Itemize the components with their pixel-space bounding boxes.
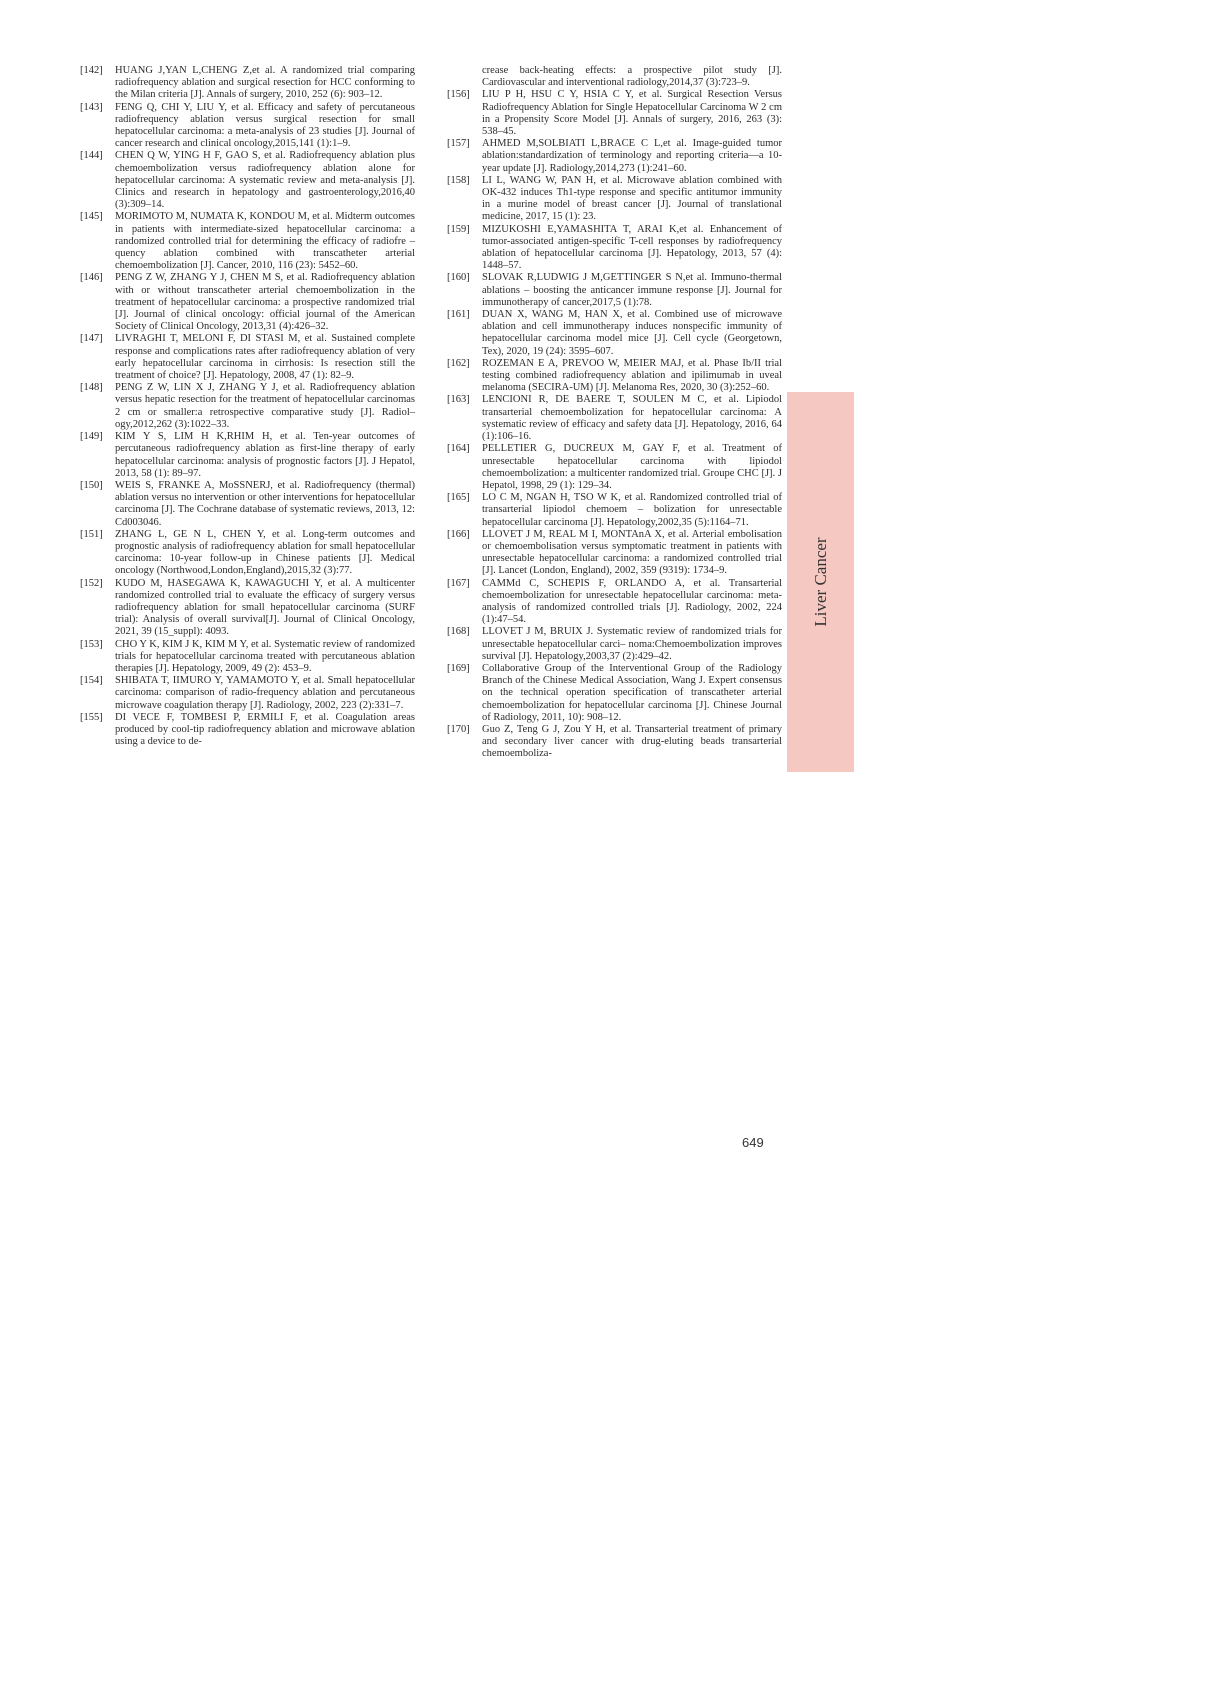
reference-number: [160] xyxy=(447,272,470,284)
reference-entry xyxy=(447,89,782,138)
reference-entry xyxy=(447,309,782,358)
reference-number: [166] xyxy=(447,528,470,540)
reference-entry xyxy=(80,333,415,382)
reference-text: WEIS S, FRANKE A, MoSSNERJ, et al. Radiofrequency (thermal) ablation versus no intervention or other interventions for hepatocellular carcinoma [J]. The Cochrane database of systematic reviews, 2013, 12: Cd003046. xyxy=(115,479,415,528)
reference-entry xyxy=(447,224,782,273)
reference-number: [158] xyxy=(447,174,470,186)
section-side-tab xyxy=(787,392,854,772)
reference-entry xyxy=(80,150,415,211)
reference-entry xyxy=(447,394,782,443)
reference-text: KUDO M, HASEGAWA K, KAWAGUCHI Y, et al. A multicenter randomized controlled trial to evaluate the efficacy of surgery versus radiofrequency ablation for small hepatocellular carcinoma (SURF trial): Analysis of overall survival[J]. Journal of Clinical Oncology, 2021, 39 (15_suppl): 4093. xyxy=(115,577,415,638)
page-number: 649 xyxy=(742,1135,764,1150)
reference-text: KIM Y S, LIM H K,RHIM H, et al. Ten-year outcomes of percutaneous radiofrequency ablation as first-line therapy of early hepatocellular carcinoma: analysis of prognostic factors [J]. J Hepatol, 2013, 58 (1): 89–97. xyxy=(115,431,415,479)
reference-number: [163] xyxy=(447,394,470,406)
reference-entry xyxy=(80,382,415,431)
reference-number: [148] xyxy=(80,382,103,394)
reference-entry xyxy=(447,272,782,309)
reference-text: CHEN Q W, YING H F, GAO S, et al. Radiofrequency ablation plus chemoembolization versus radiofrequency ablation alone for hepatocellular carcinoma: A systematic review and meta-analysis [J]. Clinics and research in hepatology and gastroenterology,2016,40 (3):309–14. xyxy=(115,150,415,211)
reference-entry xyxy=(80,639,415,676)
reference-number: [168] xyxy=(447,626,470,638)
reference-entry xyxy=(447,138,782,175)
reference-text: PENG Z W, ZHANG Y J, CHEN M S, et al. Radiofrequency ablation with or without transcatheter arterial chemoembolization in the treatment of hepatocellular carcinoma: a prospective randomized trial [J]. Journal of clinical oncology: official journal of the American Society of Clinical Oncology, 2013,31 (4):426–32. xyxy=(115,272,415,333)
reference-text: LIU P H, HSU C Y, HSIA C Y, et al. Surgical Resection Versus Radiofrequency Ablation for Single Hepatocellular Carcinoma W 2 cm in a Propensity Score Model [J]. Annals of surgery, 2016, 263 (3): 538–45. xyxy=(482,89,782,138)
reference-text: LIVRAGHI T, MELONI F, DI STASI M, et al. Sustained complete response and complications rates after radiofrequency ablation of very early hepatocellular carcinoma in cirrhosis: Is resection still the treatment of choice? [J]. Hepatology, 2008, 47 (1): 82–9. xyxy=(115,333,415,382)
reference-number: [170] xyxy=(447,723,470,735)
reference-number: [151] xyxy=(80,528,103,540)
reference-text: DI VECE F, TOMBESI P, ERMILI F, et al. Coagulation areas produced by cool-tip radiofrequency ablation and microwave ablation using a device to de- xyxy=(115,711,415,748)
reference-entry xyxy=(447,358,782,395)
reference-text: AHMED M,SOLBIATI L,BRACE C L,et al. Image-guided tumor ablation:standardization of terminology and reporting criteria––a 10-year update [J]. Radiology,2014,273 (1):241–60. xyxy=(482,138,782,174)
reference-text: SHIBATA T, IIMURO Y, YAMAMOTO Y, et al. Small hepatocellular carcinoma: comparison of radio-frequency ablation and percutaneous microwave coagulation therapy [J]. Radiology, 2002, 223 (2):331–7. xyxy=(115,675,415,711)
reference-entry xyxy=(80,272,415,333)
reference-entry xyxy=(447,175,782,224)
reference-number: [156] xyxy=(447,89,470,101)
reference-text: MORIMOTO M, NUMATA K, KONDOU M, et al. Midterm outcomes in patients with intermediate-sized hepatocellular carcinoma: a randomized controlled trial for determining the efficacy of radiofre – quency ablation combined with transcatheter arterial chemoembolization [J]. Cancer, 2010, 116 (23): 5452–60. xyxy=(115,211,415,272)
reference-text: Collaborative Group of the Interventional Group of the Radiology Branch of the Chinese Medical Association, Wang J. Expert consensus on the technical operation specification of transcatheter arterial chemoembolization for hepatocellular carcinoma [J]. Chinese Journal of Radiology, 2011, 10): 908–12. xyxy=(482,662,782,723)
reference-entry xyxy=(80,480,415,529)
reference-text: LI L, WANG W, PAN H, et al. Microwave ablation combined with OK-432 induces Th1-type response and specific antitumor immunity in a murine model of breast cancer [J]. Journal of translational medicine, 2017, 15 (1): 23. xyxy=(482,174,782,223)
reference-text: ZHANG L, GE N L, CHEN Y, et al. Long-term outcomes and prognostic analysis of radiofrequency ablation for small hepatocellular carcinoma: 10-year follow-up in Chinese patients [J]. Medical oncology (Northwood,London,England),2015,32 (3):77. xyxy=(115,528,415,577)
reference-text: MIZUKOSHI E,YAMASHITA T, ARAI K,et al. Enhancement of tumor-associated antigen-specific T-cell responses by radiofrequency ablation of hepatocellular carcinoma [J]. Hepatology, 2013, 57 (4): 1448–57. xyxy=(482,223,782,272)
reference-number: [154] xyxy=(80,675,103,687)
reference-entry xyxy=(80,431,415,480)
reference-number: [155] xyxy=(80,711,103,723)
section-side-label: Liver Cancer xyxy=(810,537,830,627)
reference-number: [149] xyxy=(80,431,103,443)
reference-text: LLOVET J M, BRUIX J. Systematic review of randomized trials for unresectable hepatocellular carci– noma:Chemoembolization improves survival [J]. Hepatology,2003,37 (2):429–42. xyxy=(482,626,782,662)
reference-entry xyxy=(447,724,782,761)
reference-entry xyxy=(80,102,415,151)
reference-number: [146] xyxy=(80,272,103,284)
reference-number: [143] xyxy=(80,101,103,113)
reference-entry xyxy=(80,65,415,102)
reference-entry xyxy=(447,529,782,578)
reference-text: ROZEMAN E A, PREVOO W, MEIER MAJ, et al. Phase Ib/II trial testing combined radiofrequency ablation and ipilimumab in uveal melanoma (SECIRA-UM) [J]. Melanoma Res, 2020, 30 (3):252–60. xyxy=(482,357,782,394)
reference-entry xyxy=(80,578,415,639)
reference-text: Guo Z, Teng G J, Zou Y H, et al. Transarterial treatment of primary and secondary liver cancer with drug-eluting beads transarterial chemoemboliza- xyxy=(482,723,782,760)
reference-column-left xyxy=(80,65,415,748)
reference-text: HUANG J,YAN L,CHENG Z,et al. A randomized trial comparing radiofrequency ablation and surgical resection for HCC conforming to the Milan criteria [J]. Annals of surgery, 2010, 252 (6): 903–12. xyxy=(115,65,415,101)
reference-text: SLOVAK R,LUDWIG J M,GETTINGER S N,et al. Immuno-thermal ablations – boosting the anticancer immune response [J]. Journal for immunotherapy of cancer,2017,5 (1):78. xyxy=(482,272,782,308)
reference-entry xyxy=(447,663,782,724)
reference-number: [167] xyxy=(447,577,470,589)
reference-text: PENG Z W, LIN X J, ZHANG Y J, et al. Radiofrequency ablation versus hepatic resection for the treatment of hepatocellular carcinomas 2 cm or smaller:a retrospective comparative study [J]. Radiol– ogy,2012,262 (3):1022–33. xyxy=(115,382,415,430)
reference-number: [165] xyxy=(447,492,470,504)
reference-entry xyxy=(447,443,782,492)
reference-column-right xyxy=(447,65,782,761)
reference-entry xyxy=(80,529,415,578)
reference-text: LENCIONI R, DE BAERE T, SOULEN M C, et al. Lipiodol transarterial chemoembolization for hepatocellular carcinoma: A systematic review of efficacy and safety data [J]. Hepatology, 2016, 64 (1):106–16. xyxy=(482,394,782,443)
reference-entry xyxy=(80,675,415,712)
reference-number: [142] xyxy=(80,65,103,76)
reference-text: DUAN X, WANG M, HAN X, et al. Combined use of microwave ablation and cell immunotherapy induces nonspecific immunity of hepatocellular carcinoma model mice [J]. Cell cycle (Georgetown, Tex), 2020, 19 (24): 3595–607. xyxy=(482,309,782,357)
reference-number: [157] xyxy=(447,138,470,150)
reference-number: [144] xyxy=(80,150,103,162)
reference-text: CAMMd C, SCHEPIS F, ORLANDO A, et al. Transarterial chemoembolization for unresectable hepatocellular carcinoma: meta-analysis of randomized controlled trials [J]. Radiology, 2002, 224 (1):47–54. xyxy=(482,577,782,626)
reference-number: [145] xyxy=(80,211,103,223)
reference-text: FENG Q, CHI Y, LIU Y, et al. Efficacy and safety of percutaneous radiofrequency ablation versus surgical resection for small hepatocellular carcinoma: a meta-analysis of 23 studies [J]. Journal of cancer research and clinical oncology,2015,141 (1):1–9. xyxy=(115,101,415,150)
reference-text: PELLETIER G, DUCREUX M, GAY F, et al. Treatment of unresectable hepatocellular carcinoma with lipiodol chemoembolization: a multicenter randomized trial. Groupe CHC [J]. J Hepatol, 1998, 29 (1): 129–34. xyxy=(482,443,782,491)
reference-number: [159] xyxy=(447,223,470,235)
reference-number: [147] xyxy=(80,333,103,345)
reference-text: CHO Y K, KIM J K, KIM M Y, et al. Systematic review of randomized trials for hepatocellular carcinoma treated with percutaneous ablation therapies [J]. Hepatology, 2009, 49 (2): 453–9. xyxy=(115,638,415,674)
reference-number: [161] xyxy=(447,309,470,321)
reference-text: LO C M, NGAN H, TSO W K, et al. Randomized controlled trial of transarterial lipiodol chemoem – bolization for unresectable hepatocellular carcinoma [J]. Hepatology,2002,35 (5):1164–71. xyxy=(482,492,782,528)
reference-number: [162] xyxy=(447,357,470,369)
reference-number: [150] xyxy=(80,479,103,491)
reference-text: LLOVET J M, REAL M I, MONTAnA X, et al. Arterial embolisation or chemoembolisation versus symptomatic treatment in patients with unresectable hepatocellular carcinoma: a randomized controlled trial [J]. Lancet (London, England), 2002, 359 (9319): 1734–9. xyxy=(482,528,782,577)
reference-entry xyxy=(447,578,782,627)
reference-entry xyxy=(447,626,782,663)
reference-number: [169] xyxy=(447,662,470,674)
reference-number: [152] xyxy=(80,577,103,589)
reference-entry xyxy=(447,492,782,529)
reference-entry xyxy=(80,712,415,749)
reference-continuation: crease back-heating effects: a prospective pilot study [J]. Cardiovascular and interventional radiology,2014,37 (3):723–9. xyxy=(482,65,782,89)
reference-number: [164] xyxy=(447,443,470,455)
reference-entry xyxy=(80,211,415,272)
reference-number: [153] xyxy=(80,638,103,650)
